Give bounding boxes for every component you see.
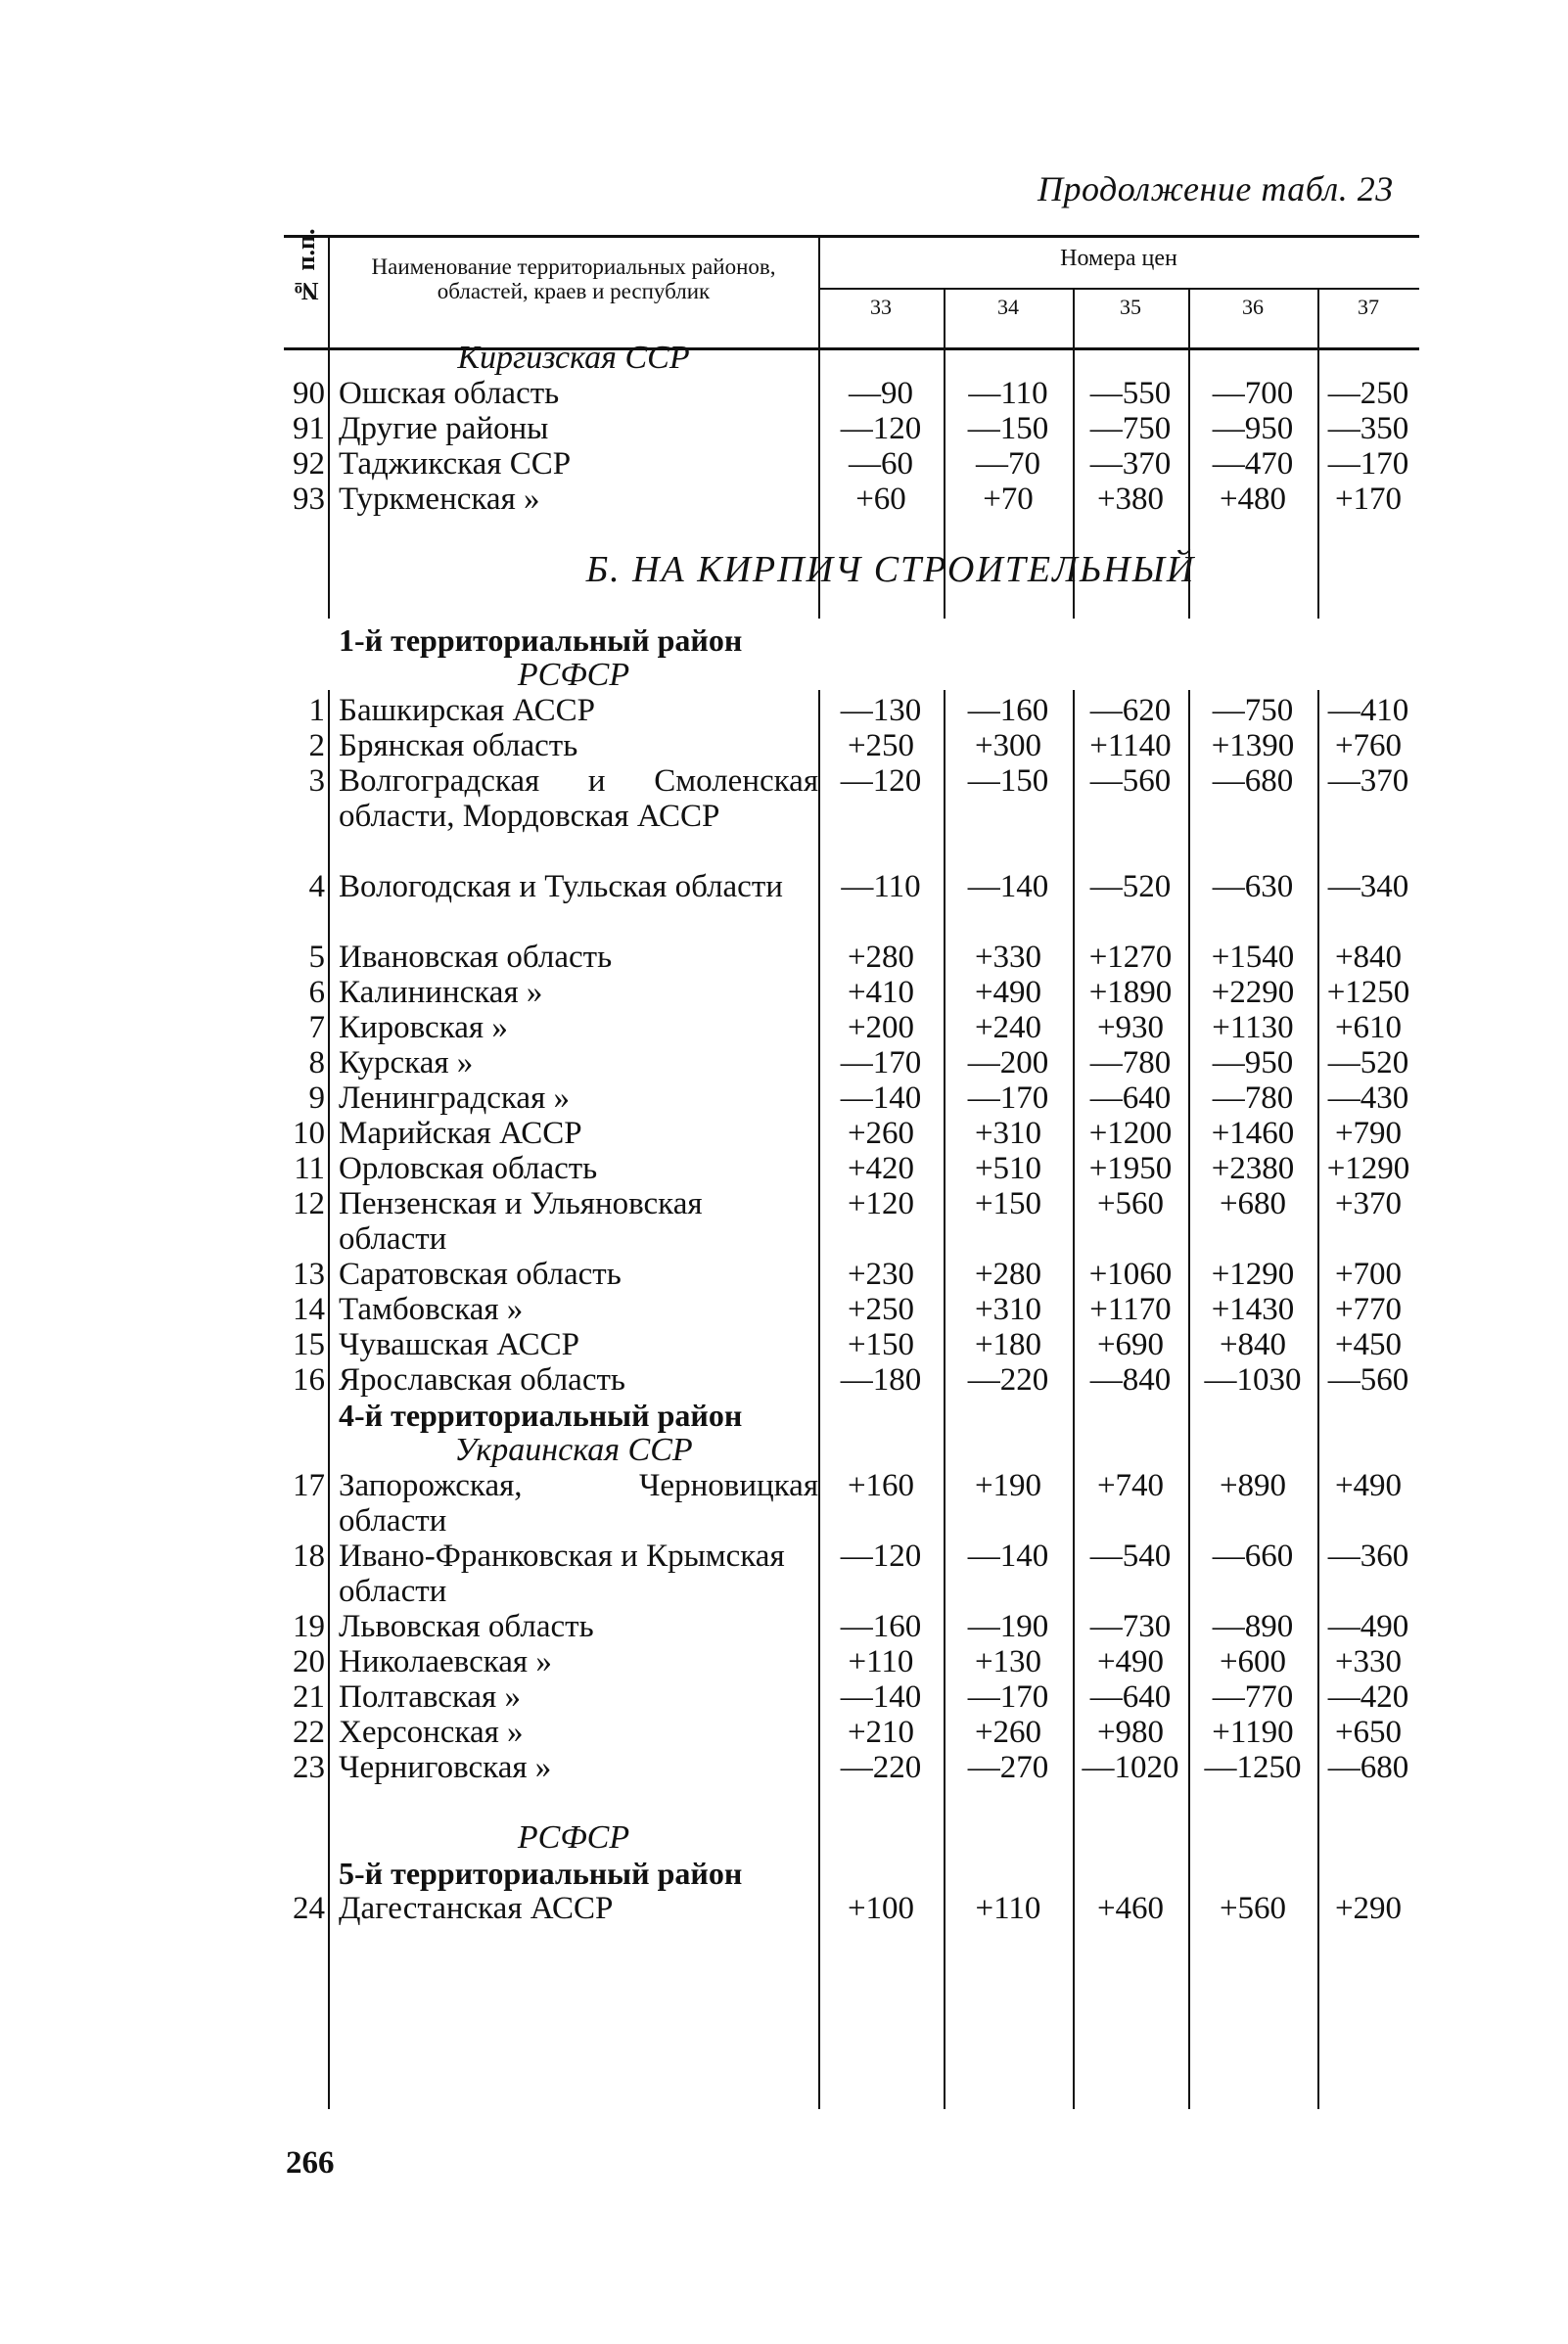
cell: +250 <box>847 728 915 763</box>
cell: +1290 <box>1326 1151 1410 1186</box>
cell: —360 <box>1327 1539 1409 1574</box>
header-name: Наименование территориальных районов, областей, краев и республик <box>371 254 776 303</box>
cell: —340 <box>1327 869 1409 904</box>
header-col-33: 33 <box>870 295 892 319</box>
cell: +840 <box>1334 940 1403 975</box>
cell: —640 <box>1089 1080 1172 1116</box>
cell: —1030 <box>1204 1362 1302 1398</box>
cell: —140 <box>967 869 1049 904</box>
cell: —430 <box>1327 1080 1409 1116</box>
cell: +600 <box>1219 1644 1287 1679</box>
section-ukraine: Украинская ССР <box>454 1432 693 1468</box>
cell: —730 <box>1089 1609 1172 1644</box>
row-number: 16 <box>293 1362 325 1398</box>
cell: +930 <box>1096 1010 1165 1045</box>
row-number: 22 <box>293 1715 325 1750</box>
row-number: 19 <box>293 1609 325 1644</box>
cell: —560 <box>1089 763 1172 799</box>
cell: +1390 <box>1211 728 1295 763</box>
cell: —640 <box>1089 1679 1172 1715</box>
cell: +370 <box>1334 1186 1403 1221</box>
cell: —270 <box>967 1750 1049 1785</box>
row-number: 23 <box>293 1750 325 1785</box>
cell: +240 <box>974 1010 1042 1045</box>
cell: —350 <box>1327 411 1409 446</box>
row-number: 9 <box>308 1080 325 1116</box>
row-number: 10 <box>293 1116 325 1151</box>
cell: +1190 <box>1212 1715 1294 1750</box>
cell: —560 <box>1327 1362 1409 1398</box>
row-number: 3 <box>308 763 325 799</box>
header-col-36: 36 <box>1242 295 1264 319</box>
row-number: 4 <box>308 869 325 904</box>
cell: +60 <box>855 482 906 517</box>
row-number: 18 <box>293 1539 325 1574</box>
cell: —410 <box>1327 693 1409 728</box>
row-number: 92 <box>293 446 325 482</box>
cell: +490 <box>1096 1644 1165 1679</box>
cell: +250 <box>847 1292 915 1327</box>
cell: —170 <box>967 1679 1049 1715</box>
cell: +1540 <box>1211 940 1295 975</box>
cell: +260 <box>974 1715 1042 1750</box>
section-region-4: 4-й территориальный район <box>339 1398 743 1433</box>
row-name: Саратовская область <box>339 1257 622 1292</box>
cell: +1290 <box>1211 1257 1295 1292</box>
cell: +410 <box>847 975 915 1010</box>
cell: —120 <box>840 763 922 799</box>
cell: +1060 <box>1088 1257 1173 1292</box>
row-name: Другие районы <box>339 411 549 446</box>
row-name: Калининская » <box>339 975 543 1010</box>
cell: —140 <box>840 1080 922 1116</box>
cell: +200 <box>847 1010 915 1045</box>
cell: +110 <box>975 1891 1041 1926</box>
cell: +2290 <box>1211 975 1295 1010</box>
cell: —630 <box>1212 869 1294 904</box>
cell: +1460 <box>1211 1116 1295 1151</box>
cell: —90 <box>849 376 913 411</box>
section-region-5: 5-й территориальный район <box>339 1856 743 1891</box>
cell: —370 <box>1089 446 1172 482</box>
cell: —660 <box>1212 1539 1294 1574</box>
cell: +120 <box>847 1186 915 1221</box>
cell: —470 <box>1212 446 1294 482</box>
cell: +130 <box>974 1644 1042 1679</box>
row-number: 17 <box>293 1468 325 1503</box>
cell: —950 <box>1212 411 1294 446</box>
row-name: Башкирская АССР <box>339 693 596 728</box>
cell: +310 <box>974 1116 1042 1151</box>
cell: +1890 <box>1088 975 1173 1010</box>
cell: +2380 <box>1211 1151 1295 1186</box>
row-name: Туркменская » <box>339 482 540 517</box>
row-number: 7 <box>308 1010 325 1045</box>
header-col-35: 35 <box>1120 295 1141 319</box>
cell: +610 <box>1334 1010 1403 1045</box>
cell: —420 <box>1327 1679 1409 1715</box>
cell: +460 <box>1096 1891 1165 1926</box>
cell: —130 <box>840 693 922 728</box>
cell: +290 <box>1334 1891 1403 1926</box>
row-number: 15 <box>293 1327 325 1362</box>
section-region-1: 1-й территориальный район <box>339 622 743 658</box>
row-number: 14 <box>293 1292 325 1327</box>
row-name: Таджикская ССР <box>339 446 572 482</box>
cell: +70 <box>983 482 1034 517</box>
cell: —110 <box>968 376 1048 411</box>
row-number: 24 <box>293 1891 325 1926</box>
cell: —370 <box>1327 763 1409 799</box>
cell: +110 <box>848 1644 914 1679</box>
cell: —70 <box>976 446 1040 482</box>
cell: +150 <box>974 1186 1042 1221</box>
cell: —1020 <box>1082 1750 1179 1785</box>
cell: +490 <box>974 975 1042 1010</box>
price-table <box>284 228 1419 2109</box>
header-col-37: 37 <box>1358 295 1379 319</box>
cell: —950 <box>1212 1045 1294 1080</box>
row-number: 13 <box>293 1257 325 1292</box>
row-name: Херсонская » <box>339 1715 524 1750</box>
cell: —890 <box>1212 1609 1294 1644</box>
cell: +650 <box>1334 1715 1403 1750</box>
row-name: Запорожская, Черновицкая области <box>339 1468 818 1539</box>
row-name: Полтавская » <box>339 1679 521 1715</box>
continuation-title: Продолжение табл. 23 <box>1038 169 1394 208</box>
cell: +1200 <box>1088 1116 1173 1151</box>
cell: —160 <box>840 1609 922 1644</box>
cell: +380 <box>1096 482 1165 517</box>
row-number: 21 <box>293 1679 325 1715</box>
cell: —150 <box>967 411 1049 446</box>
cell: +1270 <box>1088 940 1173 975</box>
row-number: 2 <box>308 728 325 763</box>
header-col-34: 34 <box>997 295 1019 319</box>
cell: +740 <box>1096 1468 1165 1503</box>
cell: —150 <box>967 763 1049 799</box>
cell: —160 <box>967 693 1049 728</box>
cell: +560 <box>1096 1186 1165 1221</box>
header-prices-title: Номера цен <box>1060 246 1177 271</box>
cell: +510 <box>974 1151 1042 1186</box>
row-number: 93 <box>293 482 325 517</box>
cell: —520 <box>1327 1045 1409 1080</box>
cell: —770 <box>1212 1679 1294 1715</box>
row-number: 6 <box>308 975 325 1010</box>
cell: +260 <box>847 1116 915 1151</box>
row-name: Орловская область <box>339 1151 598 1186</box>
row-name: Тамбовская » <box>339 1292 524 1327</box>
cell: +1140 <box>1089 728 1172 763</box>
cell: —250 <box>1327 376 1409 411</box>
cell: —120 <box>840 1539 922 1574</box>
row-name: Курская » <box>339 1045 474 1080</box>
cell: —620 <box>1089 693 1172 728</box>
cell: +170 <box>1334 482 1403 517</box>
cell: —540 <box>1089 1539 1172 1574</box>
row-name: Черниговская » <box>339 1750 552 1785</box>
cell: +690 <box>1096 1327 1165 1362</box>
cell: —140 <box>840 1679 922 1715</box>
row-name: Брянская область <box>339 728 578 763</box>
cell: +230 <box>847 1257 915 1292</box>
row-number: 5 <box>308 940 325 975</box>
cell: —170 <box>840 1045 922 1080</box>
cell: +100 <box>847 1891 915 1926</box>
row-number: 12 <box>293 1186 325 1221</box>
cell: —700 <box>1212 376 1294 411</box>
row-number: 91 <box>293 411 325 446</box>
row-name: Ошская область <box>339 376 560 411</box>
cell: +330 <box>974 940 1042 975</box>
cell: —170 <box>967 1080 1049 1116</box>
cell: +180 <box>974 1327 1042 1362</box>
cell: +680 <box>1219 1186 1287 1221</box>
cell: +330 <box>1334 1644 1403 1679</box>
row-name: Чувашская АССР <box>339 1327 579 1362</box>
cell: —140 <box>967 1539 1049 1574</box>
cell: +790 <box>1334 1116 1403 1151</box>
cell: —190 <box>967 1609 1049 1644</box>
row-name: Ярославская область <box>339 1362 625 1398</box>
cell: —200 <box>967 1045 1049 1080</box>
cell: —750 <box>1089 411 1172 446</box>
header-np: № п.п. <box>292 228 320 305</box>
row-number: 11 <box>294 1151 325 1186</box>
row-name: Ивано-Франковская и Крымская области <box>339 1539 785 1609</box>
row-name: Дагестанская АССР <box>339 1891 614 1926</box>
cell: —550 <box>1089 376 1172 411</box>
cell: —780 <box>1212 1080 1294 1116</box>
row-name: Николаевская » <box>339 1644 552 1679</box>
section-kirgiz: Киргизская ССР <box>457 340 690 376</box>
cell: —170 <box>1327 446 1409 482</box>
section-rsfsr-2: РСФСР <box>517 1819 630 1856</box>
cell: —220 <box>967 1362 1049 1398</box>
cell: —110 <box>841 869 921 904</box>
cell: +300 <box>974 728 1042 763</box>
row-number: 90 <box>293 376 325 411</box>
row-name: Волгоградская и Смоленская области, Мордовская АССР <box>339 763 818 834</box>
cell: +1950 <box>1088 1151 1173 1186</box>
cell: +700 <box>1334 1257 1403 1292</box>
cell: —490 <box>1327 1609 1409 1644</box>
page-number: 266 <box>286 2145 335 2181</box>
cell: +280 <box>974 1257 1042 1292</box>
row-name: Вологодская и Тульская области <box>339 869 783 904</box>
cell: +420 <box>847 1151 915 1186</box>
cell: —180 <box>840 1362 922 1398</box>
row-number: 20 <box>293 1644 325 1679</box>
cell: +770 <box>1334 1292 1403 1327</box>
cell: +1250 <box>1326 975 1410 1010</box>
cell: +190 <box>974 1468 1042 1503</box>
cell: —120 <box>840 411 922 446</box>
section-rsfsr: РСФСР <box>517 657 630 693</box>
cell: +450 <box>1334 1327 1403 1362</box>
row-name: Пензенская и Ульяновская области <box>339 1186 703 1257</box>
cell: +1130 <box>1212 1010 1294 1045</box>
cell: +1430 <box>1211 1292 1295 1327</box>
row-number: 8 <box>308 1045 325 1080</box>
cell: —680 <box>1212 763 1294 799</box>
cell: —220 <box>840 1750 922 1785</box>
cell: +890 <box>1219 1468 1287 1503</box>
row-name: Ивановская область <box>339 940 613 975</box>
row-number: 1 <box>308 693 325 728</box>
cell: +840 <box>1219 1327 1287 1362</box>
cell: +490 <box>1334 1468 1403 1503</box>
cell: +480 <box>1219 482 1287 517</box>
cell: —60 <box>849 446 913 482</box>
cell: —680 <box>1327 1750 1409 1785</box>
cell: +560 <box>1219 1891 1287 1926</box>
cell: —750 <box>1212 693 1294 728</box>
cell: +310 <box>974 1292 1042 1327</box>
section-b-title: Б. НА КИРПИЧ СТРОИТЕЛЬНЫЙ <box>585 549 1196 590</box>
cell: +150 <box>847 1327 915 1362</box>
cell: +210 <box>847 1715 915 1750</box>
cell: —780 <box>1089 1045 1172 1080</box>
cell: +980 <box>1096 1715 1165 1750</box>
row-name: Марийская АССР <box>339 1116 582 1151</box>
row-name: Ленинградская » <box>339 1080 571 1116</box>
cell: +160 <box>847 1468 915 1503</box>
cell: —520 <box>1089 869 1172 904</box>
cell: —1250 <box>1204 1750 1302 1785</box>
cell: +280 <box>847 940 915 975</box>
cell: —840 <box>1089 1362 1172 1398</box>
cell: +1170 <box>1089 1292 1172 1327</box>
row-name: Львовская область <box>339 1609 594 1644</box>
row-name: Кировская » <box>339 1010 508 1045</box>
cell: +760 <box>1334 728 1403 763</box>
